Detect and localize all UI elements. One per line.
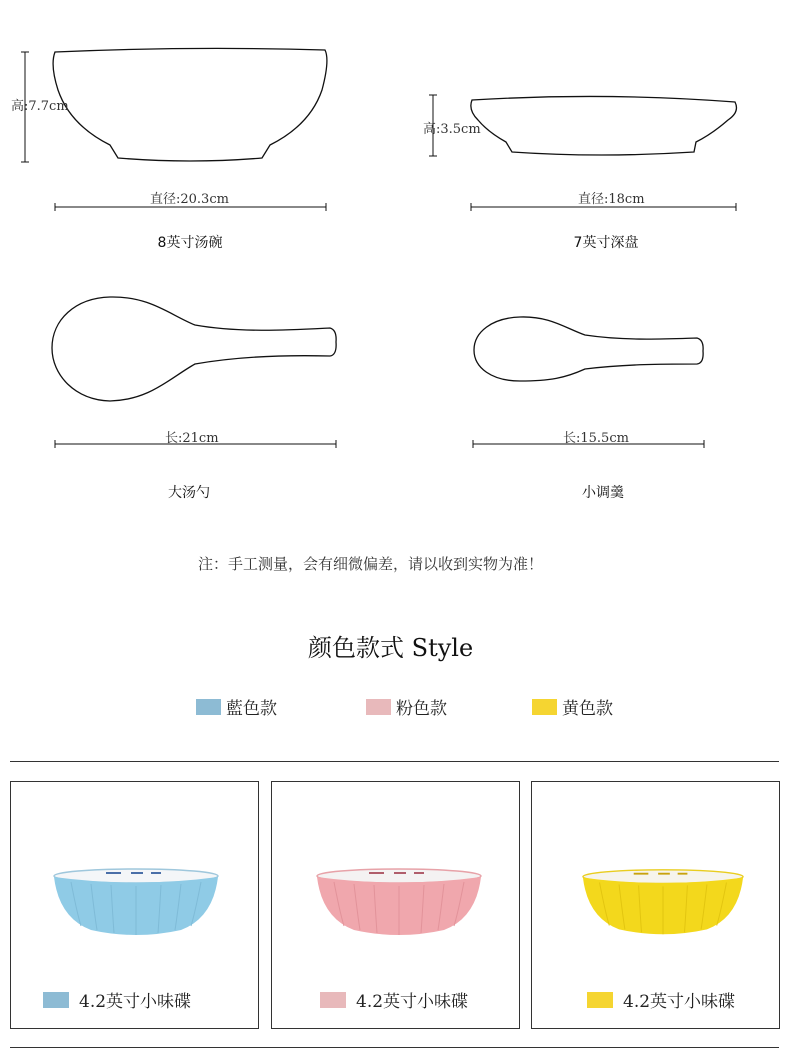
pink-dish-image: [314, 868, 484, 938]
blue-label-swatch: [43, 992, 69, 1008]
product-label-yellow: [587, 987, 735, 1012]
section-divider-top: [10, 761, 779, 762]
soup-bowl-diameter-label: 直径:20.3cm: [150, 192, 229, 207]
large-ladle-name: 大汤勺: [168, 485, 210, 501]
measurement-note: 注：手工测量，会有细微偏差，请以收到实物为准！: [198, 555, 544, 573]
soup-bowl-height-label: 高:7.7cm: [11, 99, 69, 114]
small-spoon-length-label: 长:15.5cm: [563, 431, 629, 446]
yellow-swatch: [532, 699, 557, 715]
product-label-blue-text: 4.2英寸小味碟: [79, 992, 192, 1012]
deep-plate-diameter-label: 直径:18cm: [578, 192, 645, 207]
yellow-label-swatch: [587, 992, 613, 1008]
yellow-dish-image: [580, 868, 746, 938]
section-divider-bottom: [10, 1047, 779, 1048]
legend-label-yellow: 黄色款: [562, 699, 613, 719]
blue-dish-image: [51, 868, 221, 938]
product-card-pink: [271, 781, 520, 1029]
deep-plate-height-label: 高:3.5cm: [423, 122, 481, 137]
product-card-blue: [10, 781, 259, 1029]
product-label-pink-text: 4.2英寸小味碟: [356, 992, 469, 1012]
legend-item-blue: [196, 694, 277, 719]
small-spoon-name: 小调羹: [582, 485, 624, 501]
pink-label-swatch: [320, 992, 346, 1008]
product-label-blue: [43, 987, 191, 1012]
deep-plate-name: 7英寸深盘: [573, 235, 639, 251]
product-label-yellow-text: 4.2英寸小味碟: [623, 992, 736, 1012]
large-ladle-length-label: 长:21cm: [165, 431, 219, 446]
product-card-yellow: [531, 781, 780, 1029]
soup-bowl-name: 8英寸汤碗: [157, 235, 223, 251]
legend-item-yellow: [532, 694, 613, 719]
product-label-pink: [320, 987, 468, 1012]
style-section-title: 颜色款式 Style: [308, 634, 474, 662]
legend-item-pink: [366, 694, 447, 719]
legend-label-pink: 粉色款: [396, 699, 447, 719]
legend-label-blue: 藍色款: [226, 699, 277, 719]
pink-swatch: [366, 699, 391, 715]
blue-swatch: [196, 699, 221, 715]
